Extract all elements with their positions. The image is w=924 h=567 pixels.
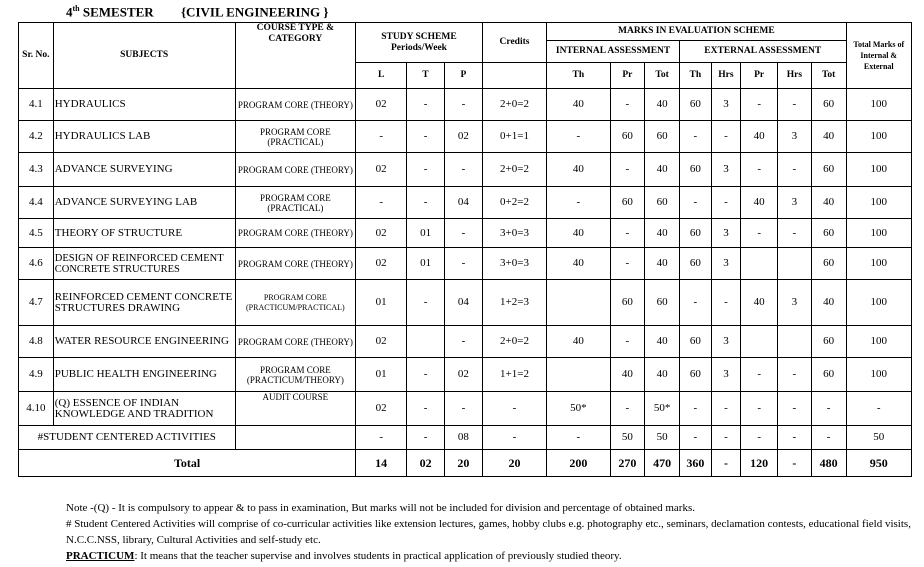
row-total: 100: [846, 326, 911, 358]
row-ext-th: -: [679, 280, 711, 326]
note-sca: # Student Centered Activities will comprise of co-curricular activities like extension lectures, games, hobby clubs e.g. photography etc., seminars, declamation contests, educational field visits, N.C.C.NSS, library, Cultural Activities and self-study etc.: [66, 518, 911, 546]
semester-number: 4: [66, 4, 73, 20]
row-l: -: [356, 121, 407, 153]
row-t: -: [407, 280, 445, 326]
table-row: [19, 187, 912, 219]
row-int-tot: 40: [645, 153, 680, 187]
header-ext-hrs1: Hrs: [711, 63, 741, 89]
row-int-tot: 40: [645, 248, 680, 280]
row-credits: -: [482, 392, 546, 426]
header-sr: Sr. No.: [19, 23, 54, 89]
row-ext-pr: 40: [741, 280, 778, 326]
row-ext-tot: 60: [811, 89, 846, 121]
row-total: 100: [846, 280, 911, 326]
row-int-th: -: [547, 121, 610, 153]
row-p: -: [445, 219, 483, 248]
row-total: 100: [846, 358, 911, 392]
row-course: PROGRAM CORE (THEORY): [235, 153, 356, 187]
row-l: 01: [356, 280, 407, 326]
sca-p: 08: [445, 426, 483, 450]
sca-int-pr: 50: [610, 426, 645, 450]
row-t: -: [407, 121, 445, 153]
row-course: PROGRAM CORE (PRACTICUM/THEORY): [235, 358, 356, 392]
row-ext-hrs1: 3: [711, 358, 741, 392]
header-marks-scheme: MARKS IN EVALUATION SCHEME: [547, 23, 846, 41]
row-p: 04: [445, 187, 483, 219]
row-ext-pr: -: [741, 89, 778, 121]
row-ext-tot: 60: [811, 153, 846, 187]
row-subject: HYDRAULICS: [53, 89, 235, 121]
row-l: 02: [356, 392, 407, 426]
header-l: L: [356, 63, 407, 89]
row-total: 100: [846, 187, 911, 219]
row-t: 01: [407, 219, 445, 248]
row-int-tot: 40: [645, 89, 680, 121]
row-t: -: [407, 153, 445, 187]
row-ext-hrs1: -: [711, 280, 741, 326]
row-int-pr: -: [610, 219, 645, 248]
row-ext-th: 60: [679, 358, 711, 392]
row-int-tot: 40: [645, 219, 680, 248]
row-t: -: [407, 358, 445, 392]
row-credits: 2+0=2: [482, 89, 546, 121]
notes-section: [66, 500, 916, 564]
row-course: PROGRAM CORE (THEORY): [235, 89, 356, 121]
header-int-th: Th: [547, 63, 610, 89]
header-ext-th: Th: [679, 63, 711, 89]
row-ext-th: 60: [679, 326, 711, 358]
row-t: -: [407, 392, 445, 426]
semester-suffix: th: [72, 4, 80, 13]
sca-l: -: [356, 426, 407, 450]
row-course: PROGRAM CORE (PRACTICUM/PRACTICAL): [235, 280, 356, 326]
table-row: [19, 89, 912, 121]
row-credits: 2+0=2: [482, 326, 546, 358]
total-ext-hrs1: -: [711, 450, 741, 477]
row-l: 02: [356, 153, 407, 187]
row-int-th: [547, 358, 610, 392]
row-int-th: 40: [547, 153, 610, 187]
row-ext-pr: [741, 248, 778, 280]
total-int-th: 200: [547, 450, 610, 477]
row-course: PROGRAM CORE (THEORY): [235, 326, 356, 358]
row-sr: 4.6: [19, 248, 54, 280]
row-ext-hrs2: -: [778, 392, 812, 426]
row-int-pr: -: [610, 248, 645, 280]
row-t: 01: [407, 248, 445, 280]
row-subject: ADVANCE SURVEYING: [53, 153, 235, 187]
row-t: -: [407, 89, 445, 121]
row-int-pr: 40: [610, 358, 645, 392]
row-course: PROGRAM CORE (THEORY): [235, 219, 356, 248]
table-row: [19, 248, 912, 280]
row-ext-tot: 60: [811, 248, 846, 280]
row-ext-hrs1: 3: [711, 153, 741, 187]
row-int-th: 50*: [547, 392, 610, 426]
row-ext-pr: [741, 326, 778, 358]
row-ext-th: 60: [679, 89, 711, 121]
row-ext-hrs2: [778, 248, 812, 280]
row-sr: 4.1: [19, 89, 54, 121]
row-int-pr: -: [610, 392, 645, 426]
row-ext-th: -: [679, 187, 711, 219]
row-int-tot: 40: [645, 326, 680, 358]
row-int-pr: 60: [610, 187, 645, 219]
row-ext-tot: 40: [811, 187, 846, 219]
table-row: [19, 219, 912, 248]
row-l: 01: [356, 358, 407, 392]
row-p: 02: [445, 121, 483, 153]
row-ext-tot: 60: [811, 219, 846, 248]
sca-int-th: -: [547, 426, 610, 450]
total-row: [19, 450, 912, 477]
row-subject: WATER RESOURCE ENGINEERING: [53, 326, 235, 358]
total-grand: 950: [846, 450, 911, 477]
row-ext-pr: -: [741, 219, 778, 248]
total-l: 14: [356, 450, 407, 477]
row-total: 100: [846, 121, 911, 153]
row-ext-hrs2: 3: [778, 121, 812, 153]
row-int-th: 40: [547, 89, 610, 121]
row-course: PROGRAM CORE (THEORY): [235, 248, 356, 280]
row-credits: 3+0=3: [482, 219, 546, 248]
row-l: 02: [356, 326, 407, 358]
sca-ext-tot: -: [811, 426, 846, 450]
row-total: 100: [846, 153, 911, 187]
row-sr: 4.8: [19, 326, 54, 358]
row-ext-hrs2: 3: [778, 280, 812, 326]
row-int-tot: 40: [645, 358, 680, 392]
total-int-tot: 470: [645, 450, 680, 477]
row-p: -: [445, 153, 483, 187]
row-total: 100: [846, 248, 911, 280]
row-p: 02: [445, 358, 483, 392]
table-row: [19, 326, 912, 358]
sca-total: 50: [846, 426, 911, 450]
header-ext-hrs2: Hrs: [778, 63, 812, 89]
row-course: AUDIT COURSE: [235, 392, 356, 426]
header-credits-sub: [482, 63, 546, 89]
row-ext-pr: -: [741, 358, 778, 392]
row-total: 100: [846, 89, 911, 121]
row-subject: REINFORCED CEMENT CONCRETE STRUCTURES DRAWING: [53, 280, 235, 326]
sca-label: #STUDENT CENTERED ACTIVITIES: [19, 426, 236, 450]
row-p: -: [445, 89, 483, 121]
sca-t: -: [407, 426, 445, 450]
header-int-tot: Tot: [645, 63, 680, 89]
row-p: -: [445, 392, 483, 426]
row-ext-pr: -: [741, 392, 778, 426]
row-sr: 4.7: [19, 280, 54, 326]
table-row: [19, 121, 912, 153]
row-credits: 1+2=3: [482, 280, 546, 326]
row-subject: DESIGN OF REINFORCED CEMENT CONCRETE STRUCTURES: [53, 248, 235, 280]
row-int-th: 40: [547, 248, 610, 280]
row-course: PROGRAM CORE (PRACTICAL): [235, 187, 356, 219]
row-l: 02: [356, 248, 407, 280]
row-p: -: [445, 248, 483, 280]
row-ext-hrs2: -: [778, 153, 812, 187]
total-ext-th: 360: [679, 450, 711, 477]
row-ext-hrs2: -: [778, 358, 812, 392]
row-ext-hrs2: 3: [778, 187, 812, 219]
row-course: PROGRAM CORE (PRACTICAL): [235, 121, 356, 153]
row-int-th: 40: [547, 326, 610, 358]
row-ext-tot: -: [811, 392, 846, 426]
row-p: -: [445, 326, 483, 358]
row-l: 02: [356, 89, 407, 121]
row-p: 04: [445, 280, 483, 326]
row-int-th: -: [547, 187, 610, 219]
row-int-pr: -: [610, 326, 645, 358]
total-ext-tot: 480: [811, 450, 846, 477]
row-sr: 4.10: [19, 392, 54, 426]
row-subject: THEORY OF STRUCTURE: [53, 219, 235, 248]
row-int-tot: 60: [645, 280, 680, 326]
semester-word: SEMESTER: [82, 4, 154, 20]
row-ext-th: 60: [679, 153, 711, 187]
header-external: EXTERNAL ASSESSMENT: [679, 41, 846, 63]
header-credits: Credits: [482, 23, 546, 63]
row-sr: 4.5: [19, 219, 54, 248]
row-credits: 0+1=1: [482, 121, 546, 153]
row-ext-hrs2: [778, 326, 812, 358]
practicum-label: PRACTICUM: [66, 550, 135, 562]
row-ext-hrs1: -: [711, 392, 741, 426]
table-row: [19, 358, 912, 392]
row-int-pr: 60: [610, 121, 645, 153]
row-total: -: [846, 392, 911, 426]
row-ext-th: 60: [679, 248, 711, 280]
row-t: [407, 326, 445, 358]
header-ext-tot: Tot: [811, 63, 846, 89]
note-practicum: [66, 548, 916, 564]
row-ext-tot: 60: [811, 358, 846, 392]
row-subject: (Q) ESSENCE OF INDIAN KNOWLEDGE AND TRADITION: [53, 392, 235, 426]
table-row: [19, 153, 912, 187]
header-course-type: COURSE TYPE & CATEGORY: [235, 23, 356, 89]
row-ext-th: -: [679, 121, 711, 153]
sca-row: [19, 426, 912, 450]
row-ext-pr: 40: [741, 121, 778, 153]
row-subject: ADVANCE SURVEYING LAB: [53, 187, 235, 219]
total-p: 20: [445, 450, 483, 477]
row-ext-tot: 40: [811, 121, 846, 153]
sca-ext-hrs2: -: [778, 426, 812, 450]
sca-int-tot: 50: [645, 426, 680, 450]
row-ext-hrs1: 3: [711, 219, 741, 248]
row-ext-hrs1: 3: [711, 248, 741, 280]
branch-name: {CIVIL ENGINEERING }: [180, 4, 329, 20]
row-ext-hrs1: -: [711, 121, 741, 153]
row-ext-hrs2: -: [778, 219, 812, 248]
header-total-marks: Total Marks of Internal & External: [846, 23, 911, 89]
sca-ext-pr: -: [741, 426, 778, 450]
sca-ext-hrs1: -: [711, 426, 741, 450]
row-total: 100: [846, 219, 911, 248]
practicum-text: : It means that the teacher supervise and involves students in practical application of previously studied theory.: [134, 550, 622, 562]
row-credits: 3+0=3: [482, 248, 546, 280]
total-label: Total: [19, 450, 356, 477]
total-ext-hrs2: -: [778, 450, 812, 477]
row-int-pr: 60: [610, 280, 645, 326]
row-t: -: [407, 187, 445, 219]
row-credits: 0+2=2: [482, 187, 546, 219]
table-row: [19, 280, 912, 326]
row-l: 02: [356, 219, 407, 248]
row-sr: 4.4: [19, 187, 54, 219]
sca-ext-th: -: [679, 426, 711, 450]
header-ext-pr: Pr: [741, 63, 778, 89]
total-credits: 20: [482, 450, 546, 477]
row-int-th: 40: [547, 219, 610, 248]
row-ext-hrs1: -: [711, 187, 741, 219]
row-sr: 4.2: [19, 121, 54, 153]
row-subject: PUBLIC HEALTH ENGINEERING: [53, 358, 235, 392]
total-int-pr: 270: [610, 450, 645, 477]
row-sr: 4.9: [19, 358, 54, 392]
header-study-scheme: STUDY SCHEME Periods/Week: [356, 23, 483, 63]
note-q: Note -(Q) - It is compulsory to appear & to pass in examination, But marks will not be included for division and percentage of obtained marks.: [66, 502, 695, 514]
row-credits: 2+0=2: [482, 153, 546, 187]
row-ext-pr: -: [741, 153, 778, 187]
row-int-tot: 50*: [645, 392, 680, 426]
row-ext-tot: 60: [811, 326, 846, 358]
sca-course: [235, 426, 356, 450]
row-credits: 1+1=2: [482, 358, 546, 392]
evaluation-scheme-table: [18, 22, 912, 477]
row-int-tot: 60: [645, 121, 680, 153]
row-int-pr: -: [610, 153, 645, 187]
header-subjects: SUBJECTS: [53, 23, 235, 89]
total-t: 02: [407, 450, 445, 477]
row-ext-hrs1: 3: [711, 326, 741, 358]
row-sr: 4.3: [19, 153, 54, 187]
row-ext-tot: 40: [811, 280, 846, 326]
row-int-pr: -: [610, 89, 645, 121]
row-subject: HYDRAULICS LAB: [53, 121, 235, 153]
page-title: [66, 4, 328, 20]
table-row: [19, 392, 912, 426]
row-int-th: [547, 280, 610, 326]
sca-credits: -: [482, 426, 546, 450]
row-int-tot: 60: [645, 187, 680, 219]
row-ext-hrs1: 3: [711, 89, 741, 121]
total-ext-pr: 120: [741, 450, 778, 477]
row-ext-pr: 40: [741, 187, 778, 219]
row-ext-th: 60: [679, 219, 711, 248]
row-ext-th: -: [679, 392, 711, 426]
header-t: T: [407, 63, 445, 89]
header-internal: INTERNAL ASSESSMENT: [547, 41, 680, 63]
row-l: -: [356, 187, 407, 219]
row-ext-hrs2: -: [778, 89, 812, 121]
header-p: P: [445, 63, 483, 89]
header-int-pr: Pr: [610, 63, 645, 89]
